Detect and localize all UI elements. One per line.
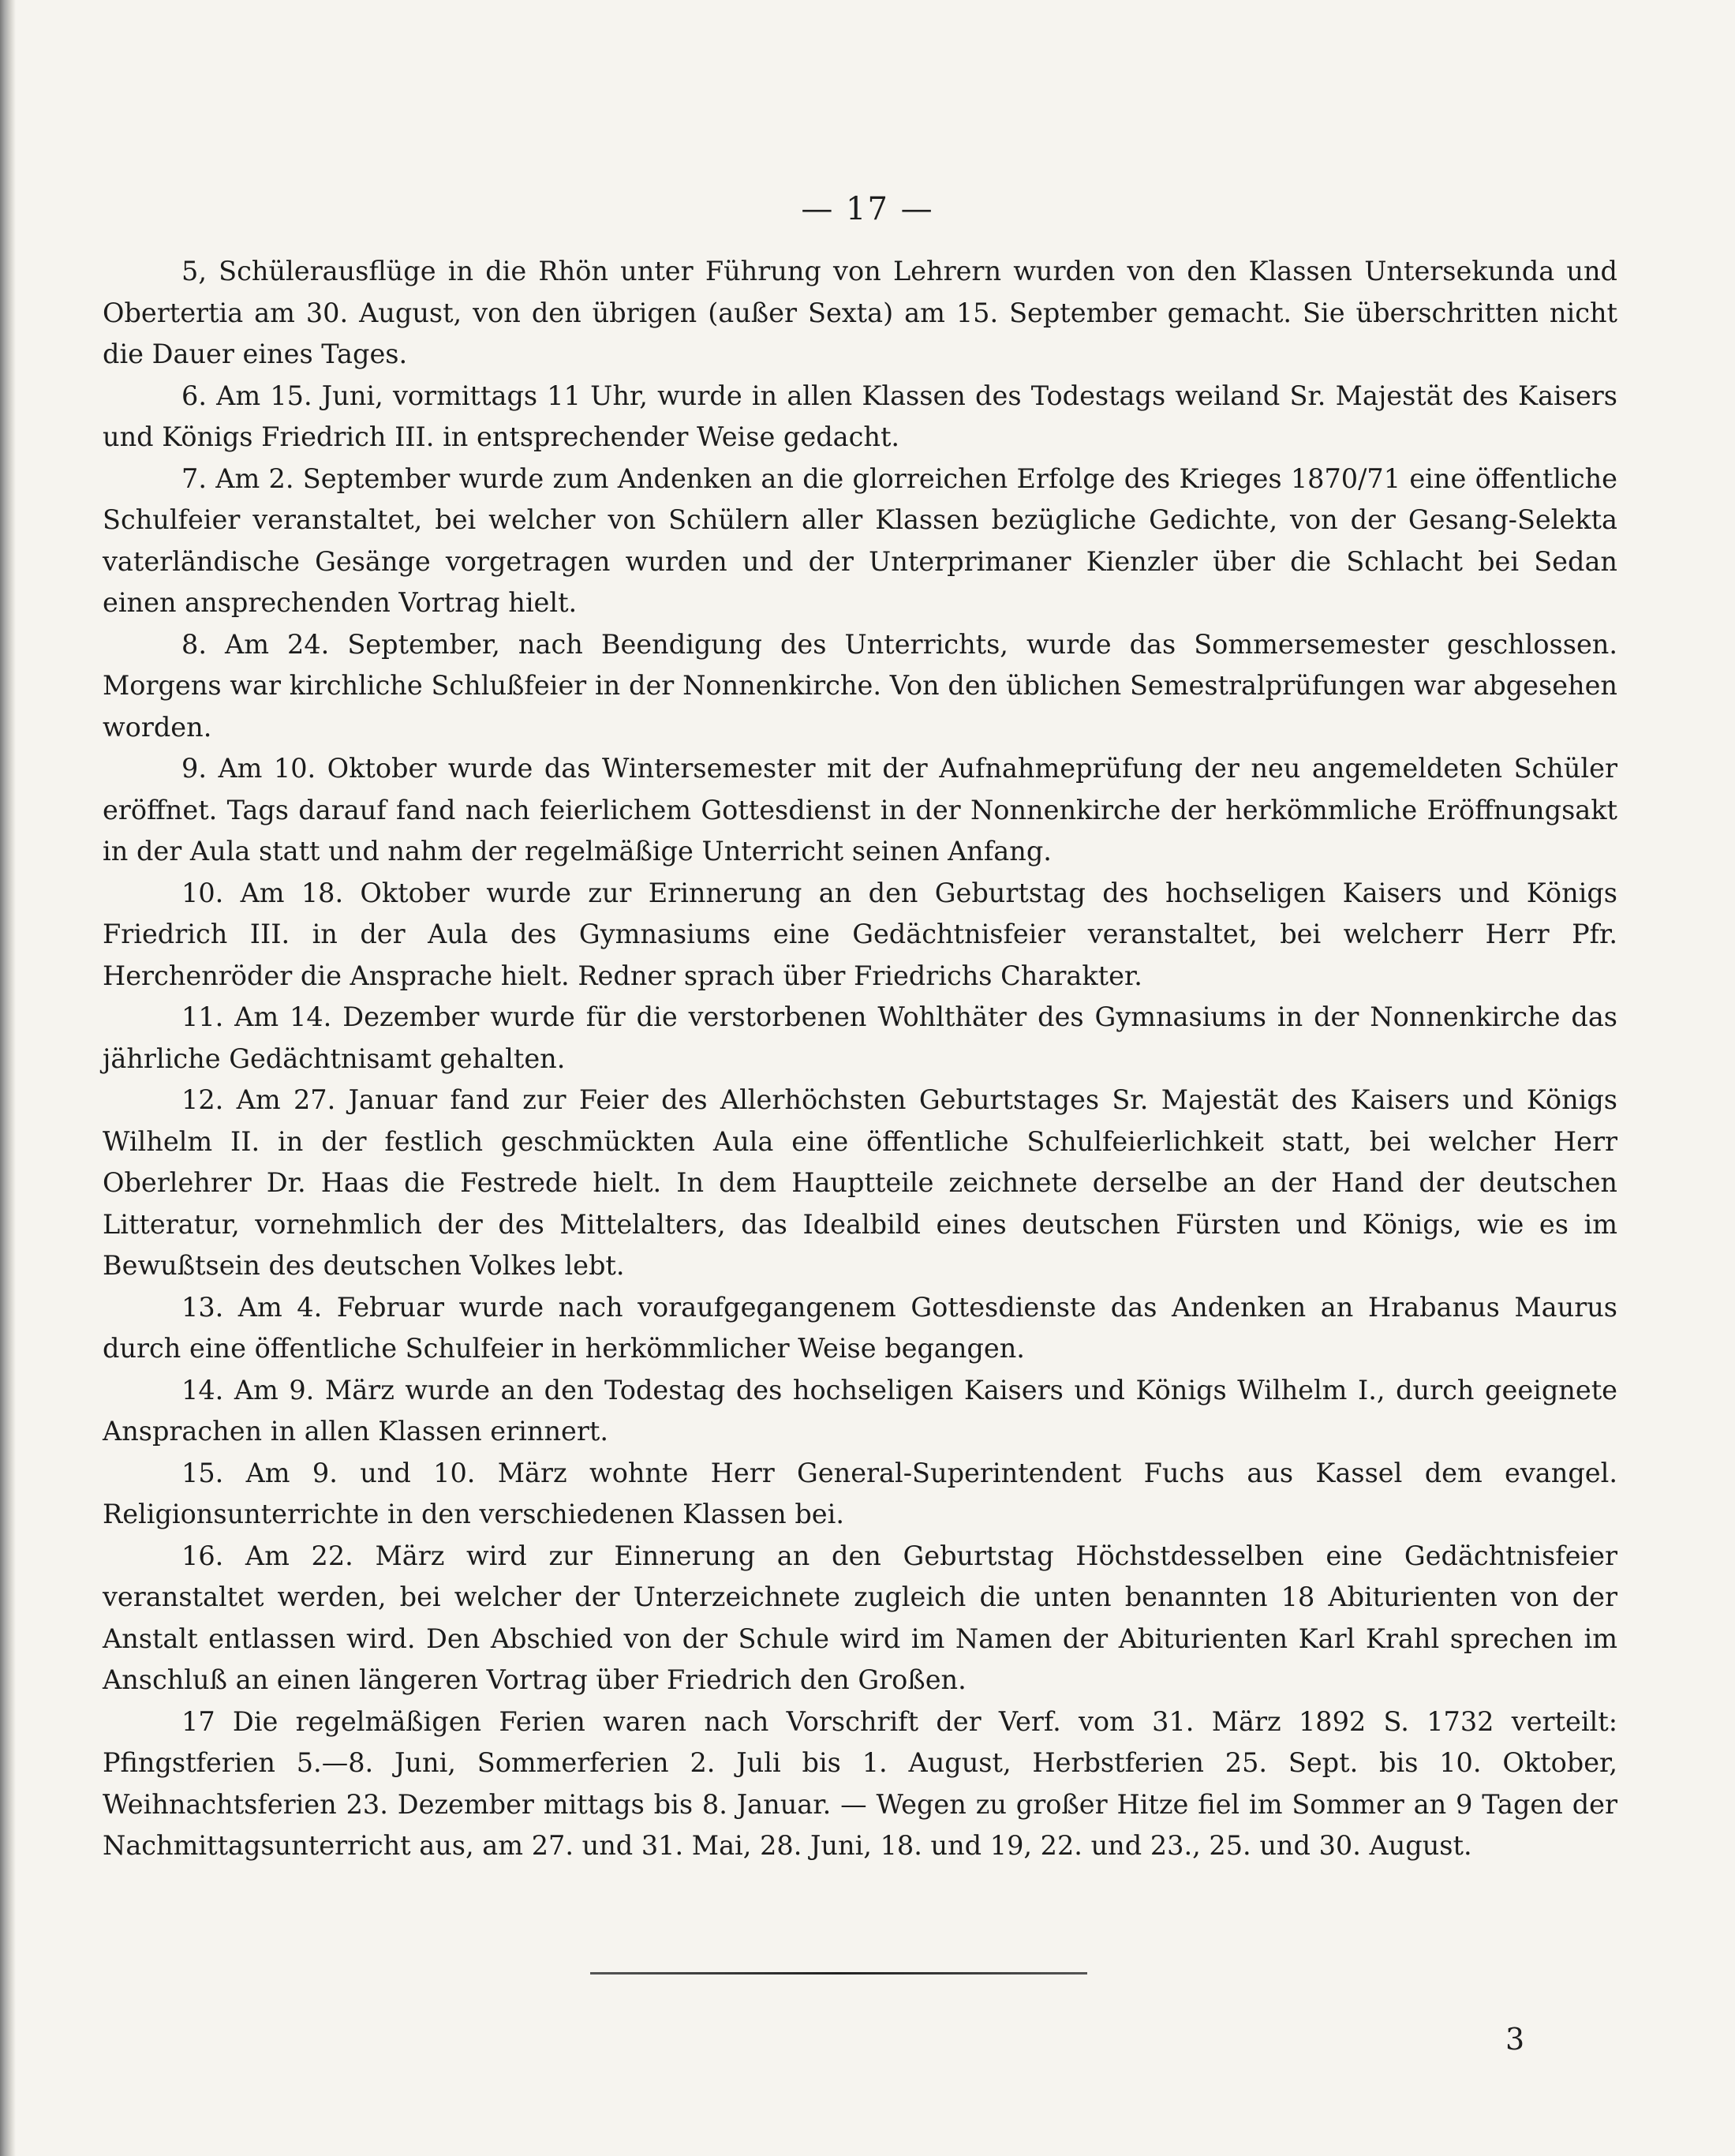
binding-edge bbox=[0, 0, 16, 2156]
closing-rule bbox=[590, 1972, 1087, 1974]
signature-mark: 3 bbox=[1505, 2022, 1525, 2057]
item-6-todestag-friedrich: 6. Am 15. Juni, vormittags 11 Uhr, wurde in allen Klassen des Todestags weiland Sr. Majestät des Kaisers und Königs Friedrich III. in entsprechender Weise gedacht. bbox=[103, 380, 1617, 452]
item-15-superintendent-visit: 15. Am 9. und 10. März wohnte Herr General-Superintendent Fuchs aus Kassel dem evangel. Religionsunterrichte in den verschiedenen Klassen bei. bbox=[103, 1457, 1617, 1529]
item-12-kaiser-birthday: 12. Am 27. Januar fand zur Feier des Allerhöchsten Geburtstages Sr. Majestät des Kaisers und Königs Wilhelm II. in der festlich geschmückten Aula eine öffentliche Schulfeierlichkeit statt, bei welcher Herr Oberlehrer Dr. Haas die Festrede hielt. In dem Hauptteile zeichnete derselbe an der Hand der deutschen Litteratur, vornehmlich der des Mittelalters, das Idealbild eines deutschen Fürsten und Königs, wie es im Bewußtsein des deutschen Volkes lebt. bbox=[103, 1084, 1617, 1281]
item-10-memorial-friedrich: 10. Am 18. Oktober wurde zur Erinnerung an den Geburtstag des hochseligen Kaisers und Königs Friedrich III. in der Aula des Gymnasiums eine Gedächtnisfeier veranstaltet, bei welcherr Herr Pfr. Herchenröder die Ansprache hielt. Redner sprach über Friedrichs Charakter. bbox=[103, 877, 1617, 991]
item-16-abiturienten-farewell: 16. Am 22. März wird zur Einnerung an den Geburtstag Höchstdesselben eine Gedächtnisfeier veranstaltet werden, bei welcher der Unterzeichnete zugleich die unten benannten 18 Abiturienten von der Anstalt entlassen wird. Den Abschied von der Schule wird im Namen der Abiturienten Karl Krahl sprechen im Anschluß an einen längeren Vortrag über Friedrich den Großen. bbox=[103, 1540, 1617, 1695]
page-number: — 17 — bbox=[801, 191, 934, 227]
item-13-hrabanus-maurus: 13. Am 4. Februar wurde nach voraufgegangenem Gottesdienste das Andenken an Hrabanus Maurus durch eine öffentliche Schulfeier in herkömmlicher Weise begangen. bbox=[103, 1291, 1617, 1364]
item-17-holidays: 17 Die regelmäßigen Ferien waren nach Vorschrift der Verf. vom 31. März 1892 S. 1732 verteilt: Pfingstferien 5.—8. Juni, Sommerferien 2. Juli bis 1. August, Herbstferien 25. Sept. bis 10. Oktober, Weihnachtsferien 23. Dezember mittags bis 8. Januar. — Wegen zu großer Hitze fiel im Sommer an 9 Tagen der Nachmittagsunterricht aus, am 27. und 31. Mai, 28. Juni, 18. und 19, 22. und 23., 25. und 30. August. bbox=[103, 1705, 1617, 1861]
report-body bbox=[103, 251, 1617, 1867]
item-14-todestag-wilhelm: 14. Am 9. März wurde an den Todestag des hochseligen Kaisers und Königs Wilhelm I., durch geeignete Ansprachen in allen Klassen erinnert. bbox=[103, 1374, 1617, 1447]
item-7-sedan-celebration: 7. Am 2. September wurde zum Andenken an die glorreichen Erfolge des Krieges 1870/71 eine öffentliche Schulfeier veranstaltet, bei welcher von Schülern aller Klassen bezügliche Gedichte, von der Gesang-Selekta vaterländische Gesänge vorgetragen wurden und der Unterprimaner Kienzler über die Schlacht bei Sedan einen ansprechenden Vortrag hielt. bbox=[103, 462, 1617, 618]
item-11-benefactors-mass: 11. Am 14. Dezember wurde für die verstorbenen Wohlthäter des Gymnasiums in der Nonnenkirche das jährliche Gedächtnisamt gehalten. bbox=[103, 1001, 1617, 1074]
item-9-winter-semester: 9. Am 10. Oktober wurde das Wintersemester mit der Aufnahmeprüfung der neu angemeldeten Schüler eröffnet. Tags darauf fand nach feierlichem Gottesdienst in der Nonnenkirche der herkömmliche Eröffnungsakt in der Aula statt und nahm der regelmäßige Unterricht seinen Anfang. bbox=[103, 753, 1617, 867]
item-5-school-excursions: 5, Schülerausflüge in die Rhön unter Führung von Lehrern wurden von den Klassen Untersekunda und Obertertia am 30. August, von den übrigen (außer Sexta) am 15. September gemacht. Sie überschritten nicht die Dauer eines Tages. bbox=[103, 256, 1617, 369]
item-8-semester-close: 8. Am 24. September, nach Beendigung des Unterrichts, wurde das Sommersemester geschlossen. Morgens war kirchliche Schlußfeier in der Nonnenkirche. Von den üblichen Semestralprüfungen war abgesehen worden. bbox=[103, 628, 1617, 743]
